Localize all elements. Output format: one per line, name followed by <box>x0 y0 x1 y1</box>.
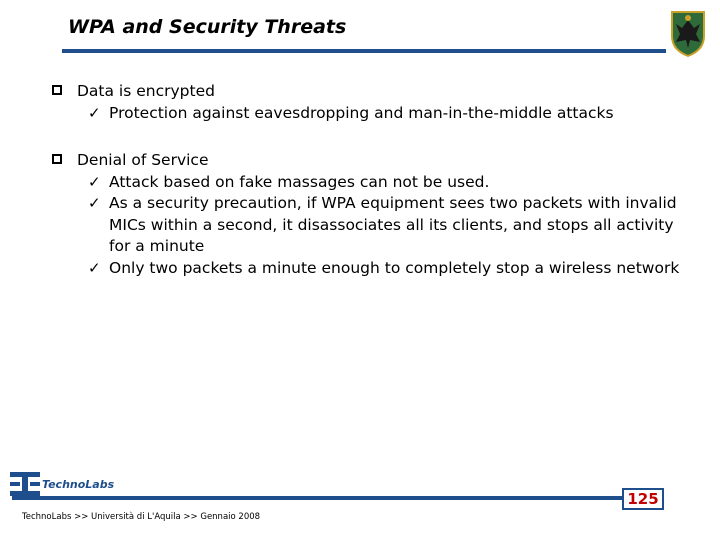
sub-bullet-item <box>52 193 692 258</box>
sub-bullet-item <box>52 103 692 125</box>
bullet-item <box>52 150 692 172</box>
slide-title: WPA and Security Threats <box>68 16 347 38</box>
logo-text: TechnoLabs <box>42 478 115 491</box>
sub-bullet-text: Protection against eavesdropping and man-in-the-middle attacks <box>109 103 614 122</box>
university-crest-icon <box>668 10 708 58</box>
bullet-block <box>52 150 692 279</box>
page-number: 125 <box>622 488 664 510</box>
checkmark-icon: ✓ <box>88 103 101 122</box>
slide-content <box>52 81 692 305</box>
bullet-block <box>52 81 692 124</box>
bullet-item <box>52 81 692 103</box>
footer-divider <box>12 496 622 500</box>
sub-bullet-item <box>52 258 692 280</box>
sub-bullet-item <box>52 172 692 194</box>
sub-bullet-text: Attack based on fake massages can not be used. <box>109 172 490 191</box>
bullet-text: Denial of Service <box>77 151 209 169</box>
bullet-text: Data is encrypted <box>77 82 215 100</box>
sub-bullet-text: As a security precaution, if WPA equipment sees two packets with invalid MICs within a second, it disassociates all its clients, and stops all activity for a minute <box>109 194 677 255</box>
checkmark-icon: ✓ <box>88 258 101 277</box>
sub-bullet-text: Only two packets a minute enough to completely stop a wireless network <box>109 258 680 277</box>
square-bullet-icon <box>52 154 62 164</box>
checkmark-icon: ✓ <box>88 172 101 191</box>
footer-text: TechnoLabs >> Università di L'Aquila >> Gennaio 2008 <box>22 512 261 522</box>
checkmark-icon: ✓ <box>88 194 101 212</box>
square-bullet-icon <box>52 85 62 95</box>
title-divider <box>62 49 666 53</box>
